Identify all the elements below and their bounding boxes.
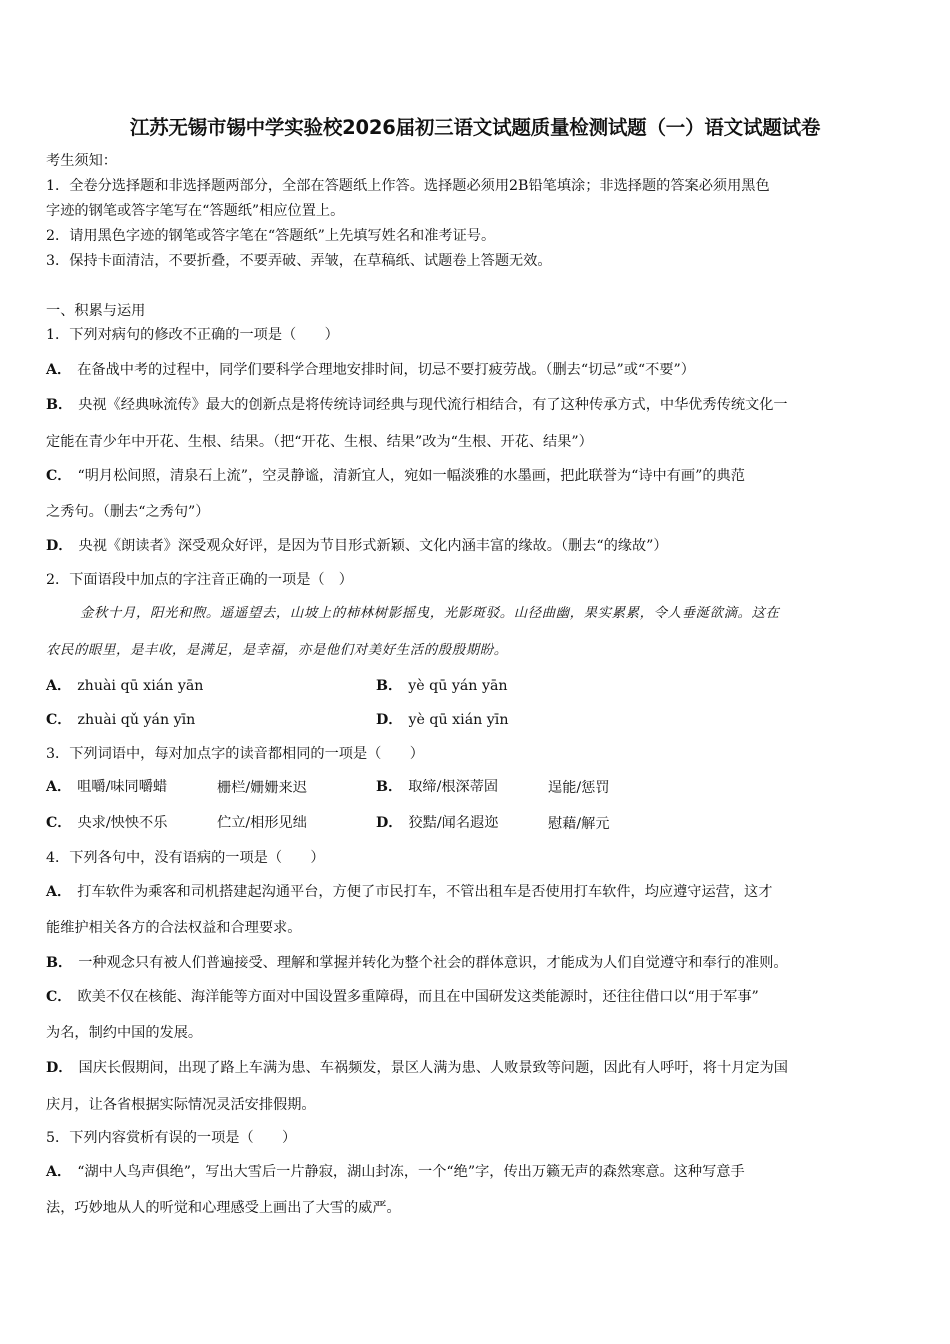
option-text: 打车软件为乘客和司机搭建起沟通平台，方便了市民打车，不管出租车是否使用打车软件，均应遵守运营，这才 [77,884,773,900]
q1-option-a [46,360,695,380]
q2-passage-line-1: 金秋十月，阳光和煦。遥遥望去，山坡上的柿林树影摇曳，光影斑驳。山径曲幽，果实累累，令人垂涎欲滴。这在 [80,606,780,621]
option-letter: C． [46,815,72,831]
option-text: “明月松间照，清泉石上流”，空灵静谧，清新宜人，宛如一幅淡雅的水墨画，把此联誉为“诗中有画”的典范 [77,468,745,484]
q3-stem: 3．下列词语中，每对加点字的读音都相同的一项是（ ） [46,746,424,762]
q1-option-d [46,536,668,556]
option-text: 在备战中考的过程中，同学们要科学合理地安排时间，切忌不要打疲劳战。（删去“切忌”或“不要”） [77,362,695,378]
q4-option-d [46,1058,788,1078]
option-letter: B． [376,678,403,694]
option-text: 央视《经典咏流传》最大的创新点是将传统诗词经典与现代流行相结合，有了这种传承方式，中华优秀传统文化一 [78,397,788,413]
option-word-1: 咀嚼/味同嚼蜡 [77,779,168,795]
q3-option-b [376,777,498,797]
q4-option-d-cont: 庆月，让各省根据实际情况灵活安排假期。 [46,1097,316,1113]
q2-stem: 2．下面语段中加点的字注音正确的一项是（ ） [46,572,353,588]
q3-option-d-word-2: 慰藉/解元 [548,816,610,832]
q5-stem: 5．下列内容赏析有误的一项是（ ） [46,1130,297,1146]
q3-option-d [376,813,498,833]
section-heading: 一、积累与运用 [46,303,146,319]
q2-passage-line-2: 农民的眼里，是丰收，是满足，是幸福，亦是他们对美好生活的殷殷期盼。 [46,643,508,658]
option-text: zhuài qǔ yán yīn [77,712,196,728]
q1-option-c-cont: 之秀句。（删去“之秀句”） [46,504,210,520]
option-letter: D． [376,815,403,831]
option-text: 国庆长假期间，出现了路上车满为患、车祸频发，景区人满为患、人败景致等问题，因此有人呼吁，将十月定为国 [78,1060,788,1076]
q4-option-a-cont: 能维护相关各方的合法权益和合理要求。 [46,920,302,936]
q5-option-a-cont: 法，巧妙地从人的听觉和心理感受上画出了大雪的威严。 [46,1200,401,1216]
option-letter: D． [376,712,403,728]
q4-option-a [46,882,772,902]
option-text: yè qū yán yān [408,678,508,694]
q5-option-a [46,1162,745,1182]
q3-option-a [46,777,167,797]
option-letter: B． [46,955,73,971]
option-letter: A． [46,362,72,378]
option-text: 一种观念只有被人们普遍接受、理解和掌握并转化为整个社会的群体意识，才能成为人们自觉遵守和奉行的准则。 [78,955,788,971]
q3-option-a-word-2: 栅栏/姗姗来迟 [217,780,307,796]
option-text: zhuài qū xián yān [77,678,204,694]
q1-option-c [46,466,745,486]
option-letter: B． [376,779,403,795]
q3-option-b-word-2: 逞能/惩罚 [548,780,610,796]
option-text: 央视《朗读者》深受观众好评，是因为节目形式新颖、文化内涵丰富的缘故。（删去“的缘故”） [78,538,668,554]
q2-option-a [46,676,203,696]
notice-heading: 考生须知： [46,153,117,169]
q1-option-b-cont: 定能在青少年中开花、生根、结果。（把“开花、生根、结果”改为“生根、开花、结果”） [46,434,593,450]
q2-option-b [376,676,508,696]
option-word-1: 狡黠/闻名遐迩 [408,815,499,831]
option-letter: A． [46,884,72,900]
option-word-1: 央求/怏怏不乐 [77,815,168,831]
option-letter: C． [46,989,72,1005]
option-letter: D． [46,538,73,554]
option-letter: A． [46,1164,72,1180]
option-text: 欧美不仅在核能、海洋能等方面对中国设置多重障碍，而且在中国研发这类能源时，还往往借口以“用于军事” [77,989,759,1005]
q4-option-c [46,987,759,1007]
option-letter: D． [46,1060,73,1076]
option-word-1: 取缔/根深蒂固 [408,779,499,795]
option-letter: A． [46,779,72,795]
q3-option-c [46,813,167,833]
q3-option-c-word-2: 伫立/相形见绌 [217,815,307,831]
notice-item-1: 1．全卷分选择题和非选择题两部分，全部在答题纸上作答。选择题必须用2B铅笔填涂；非选择题的答案必须用黑色 [46,178,770,194]
option-letter: A． [46,678,72,694]
notice-item-1-cont: 字迹的钢笔或答字笔写在“答题纸”相应位置上。 [46,203,345,219]
page-title: 江苏无锡市锡中学实验校2026届初三语文试题质量检测试题（一）语文试题试卷 [129,116,821,139]
q4-option-b [46,953,788,973]
option-text: yè qū xián yīn [408,712,509,728]
q2-option-c [46,710,195,730]
q4-option-c-cont: 为名，制约中国的发展。 [46,1025,203,1041]
option-letter: B． [46,397,73,413]
q4-stem: 4．下列各句中，没有语病的一项是（ ） [46,850,325,866]
q1-stem: 1．下列对病句的修改不正确的一项是（ ） [46,327,339,343]
q2-option-d [376,710,509,730]
option-text: “湖中人鸟声俱绝”，写出大雪后一片静寂，湖山封冻，一个“绝”字，传出万籁无声的森然寒意。这种写意手 [77,1164,745,1180]
option-letter: C． [46,468,72,484]
option-letter: C． [46,712,72,728]
q1-option-b [46,395,788,415]
notice-item-3: 3．保持卡面清洁，不要折叠，不要弄破、弄皱，在草稿纸、试题卷上答题无效。 [46,253,552,269]
notice-item-2: 2．请用黑色字迹的钢笔或答字笔在“答题纸”上先填写姓名和准考证号。 [46,228,496,244]
